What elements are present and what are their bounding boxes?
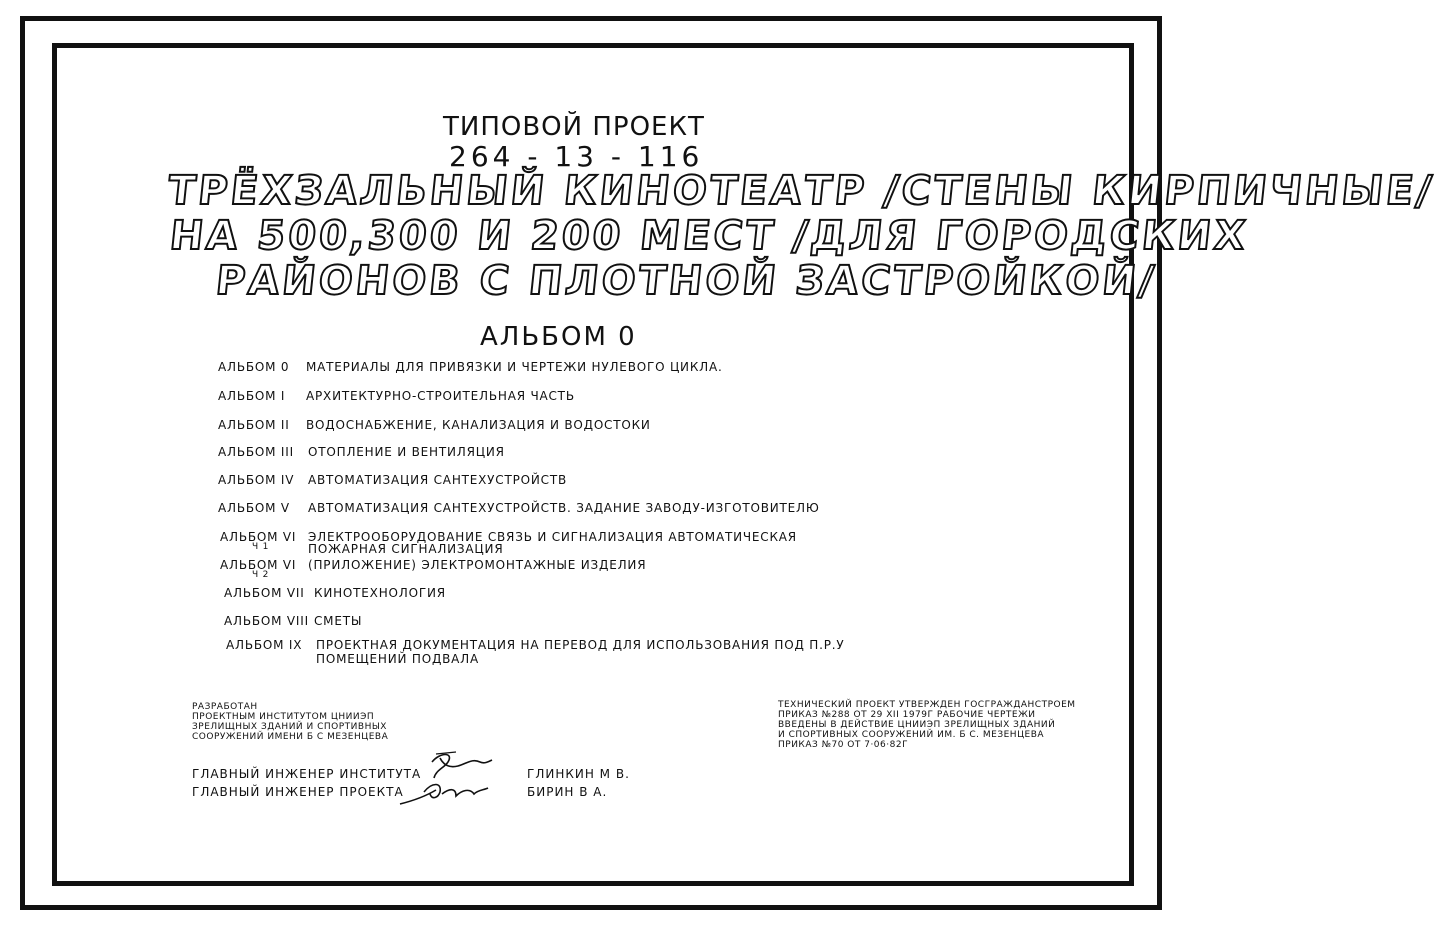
album-label: АЛЬБОМ VI — [220, 558, 297, 572]
project-type: ТИПОВОЙ ПРОЕКТ — [443, 112, 705, 142]
album-label: АЛЬБОМ IV — [218, 473, 295, 487]
signature-image — [396, 748, 500, 810]
album-label: АЛЬБОМ V — [218, 501, 290, 515]
title-line-2: НА 500,300 И 200 МЕСТ /ДЛЯ ГОРОДСКИХ — [167, 213, 1251, 259]
album-text: АВТОМАТИЗАЦИЯ САНТЕХУСТРОЙСТВ — [308, 473, 567, 487]
album-label: АЛЬБОМ VI — [220, 530, 297, 544]
album-text: МАТЕРИАЛЫ ДЛЯ ПРИВЯЗКИ И ЧЕРТЕЖИ НУЛЕВОГО ЦИКЛА. — [306, 360, 723, 374]
album-text-continued: ПОМЕЩЕНИЙ ПОДВАЛА — [316, 652, 480, 666]
album-text: (ПРИЛОЖЕНИЕ) ЭЛЕКТРОМОНТАЖНЫЕ ИЗДЕЛИЯ — [308, 558, 647, 572]
album-label: АЛЬБОМ VIII — [224, 614, 309, 628]
album-text: АВТОМАТИЗАЦИЯ САНТЕХУСТРОЙСТВ. ЗАДАНИЕ ЗАВОДУ-ИЗГОТОВИТЕЛЮ — [308, 501, 820, 515]
album-label: АЛЬБОМ II — [218, 418, 290, 432]
album-text-continued: ПОЖАРНАЯ СИГНАЛИЗАЦИЯ — [308, 542, 504, 556]
signatory-names: ГЛИНКИН М В. БИРИН В А. — [527, 767, 630, 799]
album-text: ВОДОСНАБЖЕНИЕ, КАНАЛИЗАЦИЯ И ВОДОСТОКИ — [306, 418, 651, 432]
album-text: ПРОЕКТНАЯ ДОКУМЕНТАЦИЯ НА ПЕРЕВОД ДЛЯ ИСПОЛЬЗОВАНИЯ ПОД П.Р.У — [316, 638, 845, 652]
developer-note: РАЗРАБОТАН ПРОЕКТНЫМ ИНСТИТУТОМ ЦНИИЭП ЗРЕЛИЩНЫХ ЗДАНИЙ И СПОРТИВНЫХ СООРУЖЕНИЙ ИМЕНИ Б С МЕЗЕНЦЕВА — [192, 702, 389, 742]
title-line-1: ТРЁХЗАЛЬНЫЙ КИНОТЕАТР /СТЕНЫ КИРПИЧНЫЕ/ — [165, 168, 1436, 214]
album-label: АЛЬБОМ IX — [226, 638, 303, 652]
album-text: КИНОТЕХНОЛОГИЯ — [314, 586, 446, 600]
signatory-roles: ГЛАВНЫЙ ИНЖЕНЕР ИНСТИТУТА ГЛАВНЫЙ ИНЖЕНЕР ПРОЕКТА — [192, 767, 422, 799]
album-label: АЛЬБОМ VII — [224, 586, 305, 600]
approval-note: ТЕХНИЧЕСКИЙ ПРОЕКТ УТВЕРЖДЕН ГОСГРАЖДАНСТРОЕМ ПРИКАЗ №288 ОТ 29 XII 1979Г РАБОЧИЕ ЧЕРТЕЖИ ВВЕДЕНЫ В ДЕЙСТВИЕ ЦНИИЭП ЗРЕЛИЩНЫХ ЗДАНИЙ И СПОРТИВНЫХ СООРУЖЕНИЙ ИМ. Б С. МЕЗЕНЦЕВА ПРИКАЗ №70 ОТ 7·06·82Г — [778, 700, 1076, 750]
project-number: 264 - 13 - 116 — [449, 140, 704, 173]
album-text: ОТОПЛЕНИЕ И ВЕНТИЛЯЦИЯ — [308, 445, 505, 459]
album-label: АЛЬБОМ I — [218, 389, 286, 403]
title-line-3: РАЙОНОВ С ПЛОТНОЙ ЗАСТРОЙКОЙ/ — [213, 258, 1159, 304]
album-text: ЭЛЕКТРООБОРУДОВАНИЕ СВЯЗЬ И СИГНАЛИЗАЦИЯ АВТОМАТИЧЕСКАЯ — [308, 530, 797, 544]
album-part: Ч 1 — [252, 542, 270, 552]
album-title: АЛЬБОМ 0 — [480, 322, 637, 352]
album-text: СМЕТЫ — [314, 614, 363, 628]
album-label: АЛЬБОМ III — [218, 445, 294, 459]
album-label: АЛЬБОМ 0 — [218, 360, 290, 374]
album-part: Ч 2 — [252, 570, 270, 580]
album-text: АРХИТЕКТУРНО-СТРОИТЕЛЬНАЯ ЧАСТЬ — [306, 389, 575, 403]
